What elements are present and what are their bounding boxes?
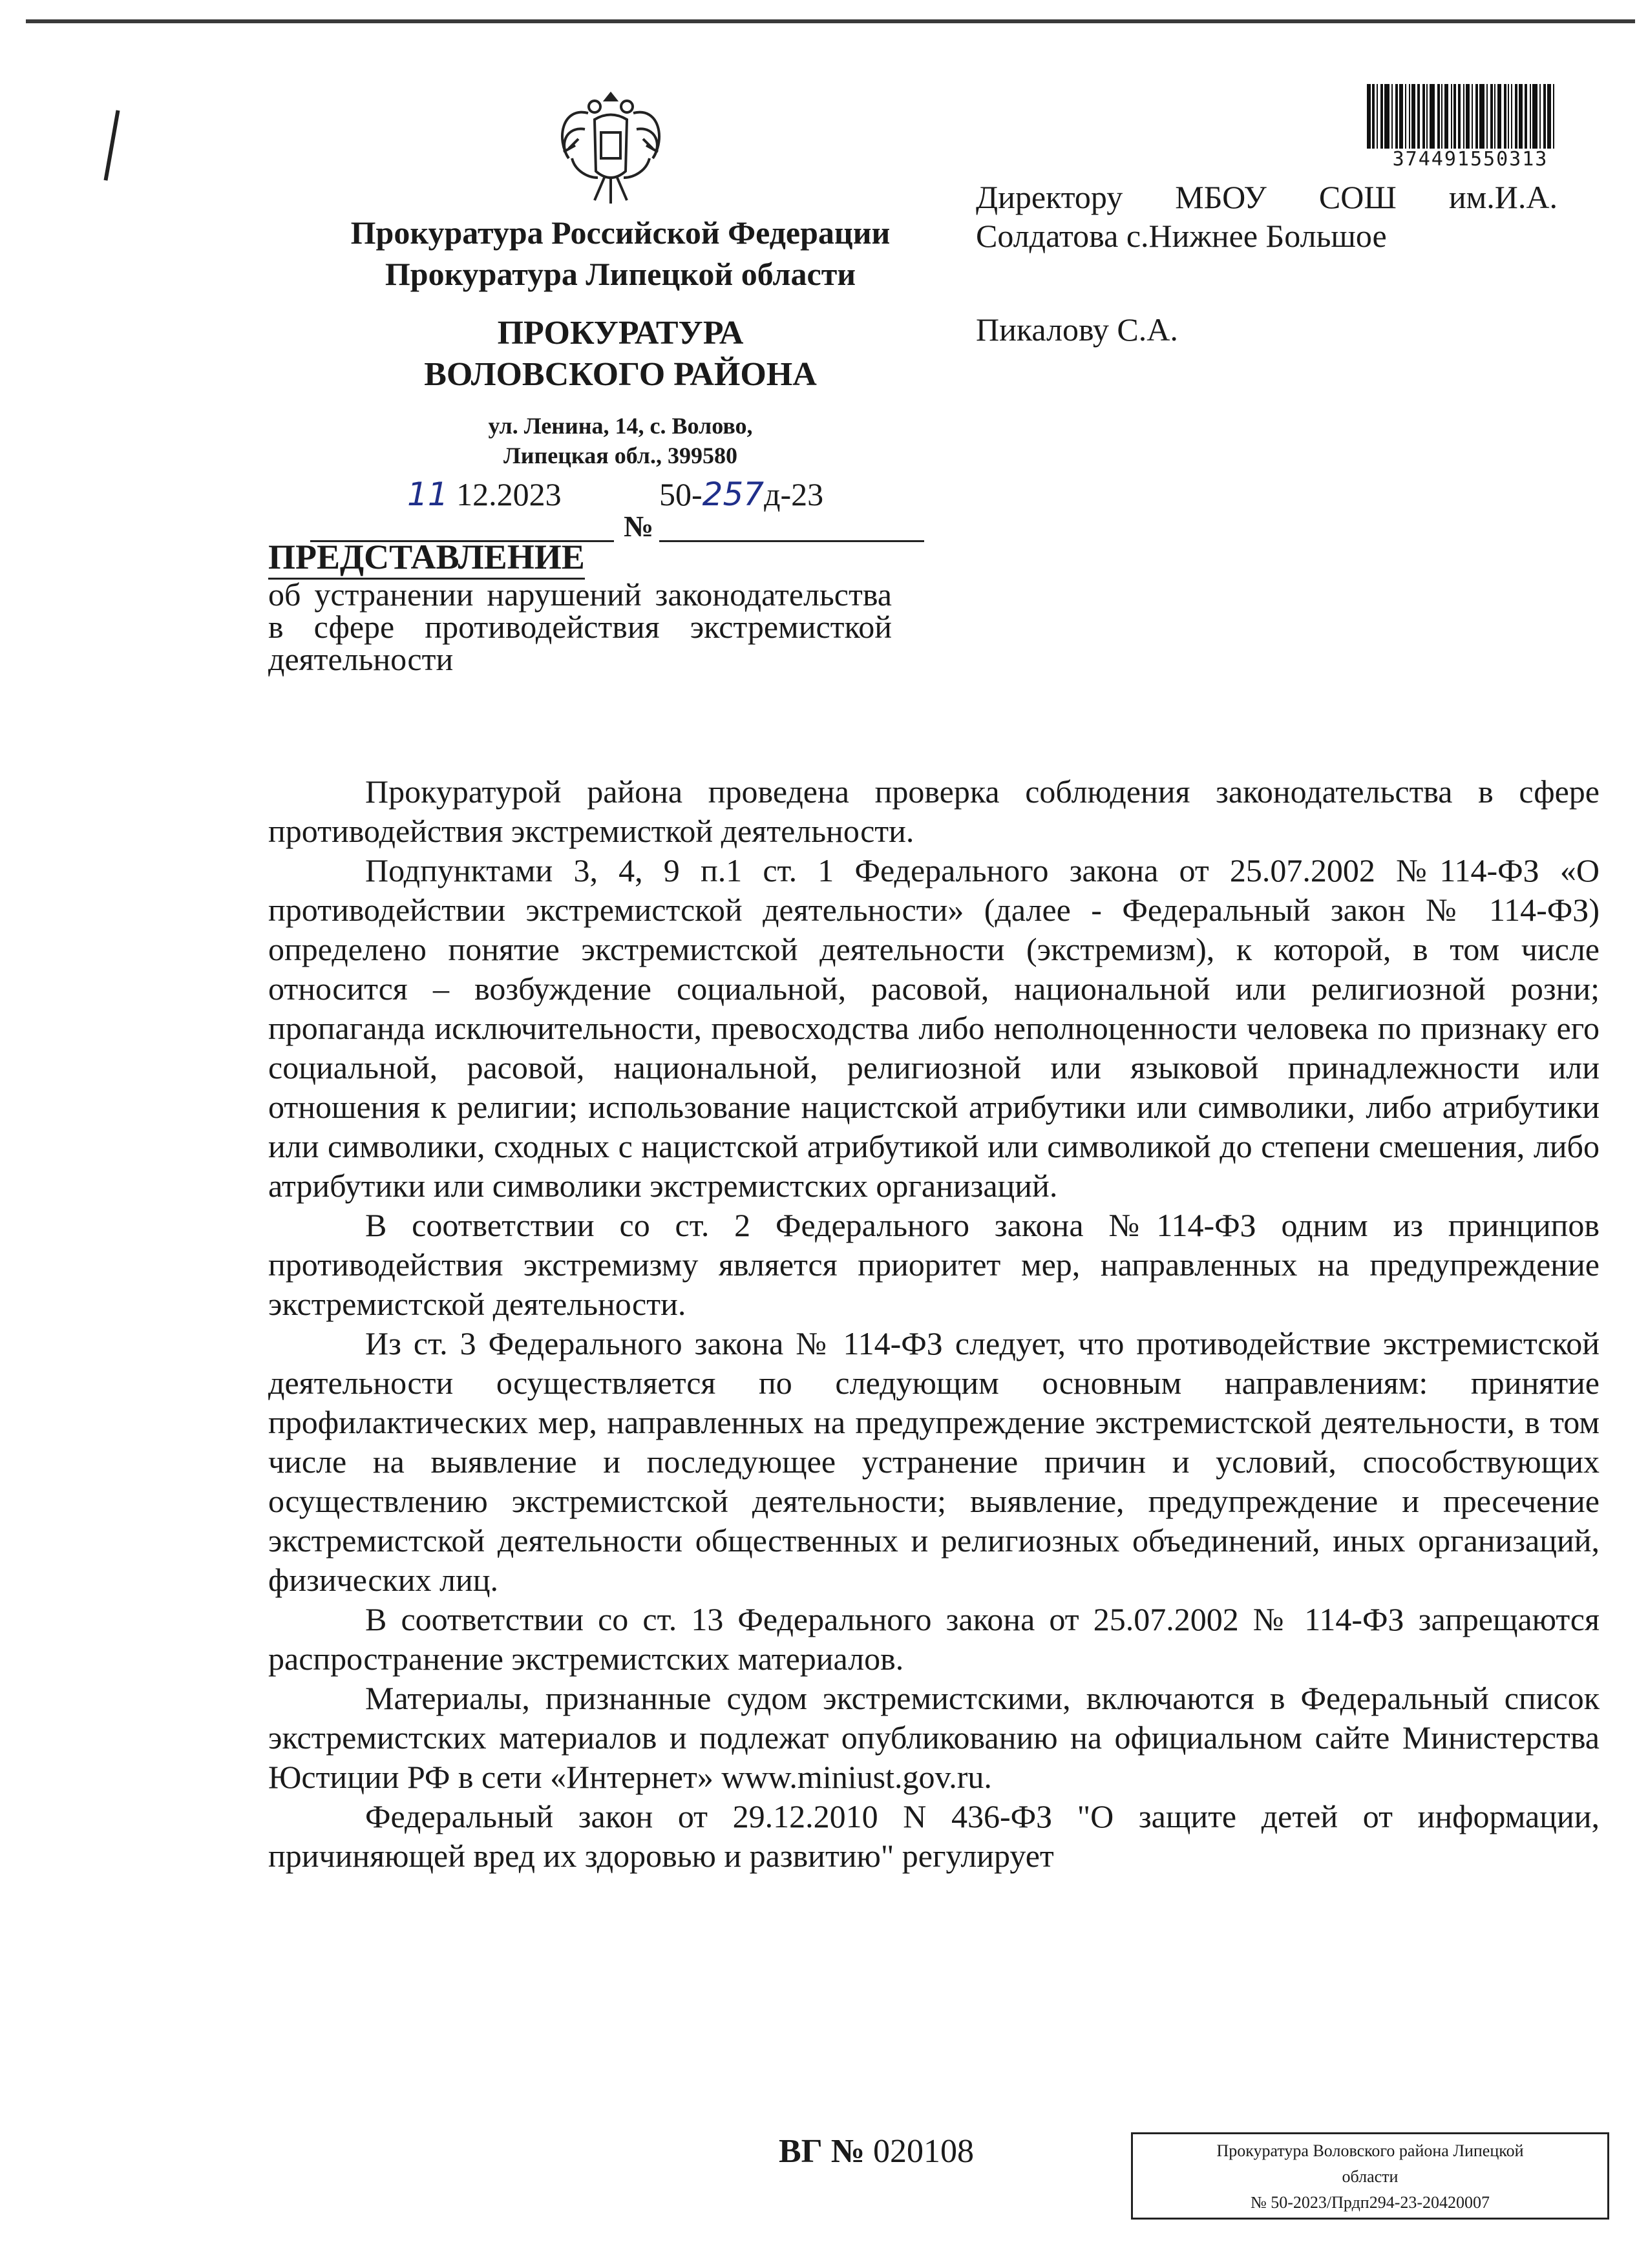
barcode-bar <box>1494 84 1495 149</box>
number-underline <box>659 540 924 542</box>
blank-series-number <box>779 2132 974 2170</box>
document-subject: об устранении нарушений законодательства в сфере противодействия экстремисткой деятельности <box>268 576 892 677</box>
barcode-bar <box>1511 84 1512 149</box>
org-line-2: Прокуратура Липецкой области <box>385 256 856 292</box>
registration-number <box>659 475 823 514</box>
barcode-bar <box>1405 84 1406 149</box>
barcode-bar <box>1547 84 1551 149</box>
barcode-number: 374491550313 <box>1392 148 1548 171</box>
barcode-bar <box>1458 84 1461 149</box>
barcode-bar <box>1430 84 1435 149</box>
barcode-bar <box>1508 84 1509 149</box>
handwritten-number: 257 <box>702 476 765 513</box>
barcode <box>1367 84 1574 171</box>
barcode-bar <box>1466 84 1470 149</box>
barcode-bar <box>1515 84 1517 149</box>
paragraph: Федеральный закон от 29.12.2010 N 436-ФЗ "О защите детей от информации, причиняющей вред их здоровью и развитию" регулирует <box>268 1798 1600 1874</box>
barcode-bar <box>1519 84 1523 149</box>
margin-pen-mark <box>103 110 120 180</box>
stamp-line-3: № 50-2023/Прдп294-23-20420007 <box>1250 2193 1490 2212</box>
number-prefix: 50- <box>659 476 703 512</box>
barcode-bar <box>1453 84 1456 149</box>
stamp-line-1: Прокуратура Воловского района Липецкой <box>1216 2141 1524 2160</box>
barcode-bar <box>1437 84 1440 149</box>
barcode-bar <box>1411 84 1415 149</box>
blank-series: ВГ № <box>779 2133 865 2170</box>
top-border-line <box>26 19 1635 23</box>
address-line-1: ул. Ленина, 14, с. Волово, <box>488 413 753 439</box>
barcode-bar <box>1372 84 1375 149</box>
barcode-bar <box>1475 84 1478 149</box>
barcode-bar <box>1451 84 1452 149</box>
date-rest: 12.2023 <box>456 476 562 512</box>
recipient-position: Директору МБОУ СОШ им.И.А. Солдатова с.Нижнее Большое <box>976 179 1558 254</box>
barcode-bar <box>1444 84 1448 149</box>
barcode-bar <box>1391 84 1393 149</box>
handwritten-day: 11 <box>407 476 449 513</box>
barcode-bar <box>1384 84 1389 149</box>
blank-number: 020108 <box>873 2133 975 2170</box>
barcode-bar <box>1426 84 1428 149</box>
paragraph: Прокуратурой района проведена проверка соблюдения законодательства в сфере противодействия экстремисткой деятельности. <box>268 773 1600 849</box>
barcode-bar <box>1486 84 1488 149</box>
address-line-2: Липецкая обл., 399580 <box>503 443 737 468</box>
barcode-bar <box>1377 84 1378 149</box>
barcode-bar <box>1530 84 1531 149</box>
barcode-bar <box>1367 84 1371 149</box>
barcode-bar <box>1553 84 1554 149</box>
number-sign: № <box>624 510 654 543</box>
barcode-bar <box>1422 84 1425 149</box>
coat-of-arms-icon <box>549 81 672 216</box>
barcode-bar <box>1532 84 1537 149</box>
recipient-name: Пикалову С.А. <box>976 311 1178 348</box>
paragraph: Материалы, признанные судом экстремистскими, включаются в Федеральный список экстремистских материалов и подлежат опубликованию на официальном сайте Министерства Юстиции РФ в сети «Интернет» www.miniust.gov.ru. <box>268 1680 1600 1795</box>
paragraph: Подпунктами 3, 4, 9 п.1 ст. 1 Федерального закона от 25.07.2002 №114-ФЗ «О противодействии экстремистской деятельности» (далее - Федеральный закон № 114-ФЗ) определено понятие экстремистской деятельности (экстремизм), к которой, в том числе относится – возбуждение социальной, расовой, национальной или религиозной розни; пропаганда исключительности, превосходства либо неполноценности человека по признаку его социальной, расовой, национальной, религиозной или языковой принадлежности или отношения к религии; использование нацистской атрибутики или символики, либо атрибутики или символики, сходных с нацистской атрибутикой или символикой до степени смешения, либо атрибутики или символики экстремистских организаций. <box>268 852 1600 1204</box>
barcode-bar <box>1395 84 1398 149</box>
office-line-1: ПРОКУРАТУРА <box>497 315 744 352</box>
barcode-bar <box>1417 84 1420 149</box>
barcode-bar <box>1463 84 1464 149</box>
document-title: ПРЕДСТАВЛЕНИЕ <box>268 536 585 580</box>
barcode-bar <box>1399 84 1403 149</box>
barcode-bar <box>1490 84 1493 149</box>
barcode-bar <box>1497 84 1501 149</box>
paragraph: В соответствии со ст. 2 Федерального закона №114-ФЗ одним из принципов противодействия экстремизму является приоритет мер, направленных на предупреждение экстремистской деятельности. <box>268 1207 1600 1322</box>
office-line-2: ВОЛОВСКОГО РАЙОНА <box>424 356 817 393</box>
barcode-bar <box>1543 84 1546 149</box>
barcode-bars <box>1367 84 1574 149</box>
barcode-bar <box>1409 84 1410 149</box>
office-address <box>271 411 969 470</box>
org-line-1: Прокуратура Российской Федерации <box>350 215 891 251</box>
paragraph: Из ст. 3 Федерального закона № 114-ФЗ следует, что противодействие экстремистской деятельности осуществляется по следующим основным направлениям: принятие профилактических мер, направленных на предупреждение экстремистской деятельности, в том числе на выявление и последующее устранение причин и условий, способствующих осуществлению экстремистской деятельности; выявление, предупреждение и пресечение экстремистской деятельности общественных и религиозных объединений, иных организаций, физических лиц. <box>268 1325 1600 1598</box>
registration-date <box>407 475 562 514</box>
document-body <box>268 772 1600 1876</box>
barcode-bar <box>1504 84 1506 149</box>
barcode-bar <box>1539 84 1541 149</box>
barcode-bar <box>1479 84 1484 149</box>
organization-header <box>271 212 969 470</box>
barcode-bar <box>1380 84 1383 149</box>
number-suffix: д-23 <box>764 476 824 512</box>
barcode-bar <box>1525 84 1527 149</box>
stamp-line-2: области <box>1342 2167 1399 2186</box>
office-name <box>271 313 969 395</box>
paragraph: В соответствии со ст. 13 Федерального закона от 25.07.2002 № 114-ФЗ запрещаются распространение экстремистских материалов. <box>268 1601 1600 1677</box>
registration-stamp <box>1131 2132 1609 2220</box>
barcode-bar <box>1472 84 1473 149</box>
barcode-bar <box>1441 84 1442 149</box>
